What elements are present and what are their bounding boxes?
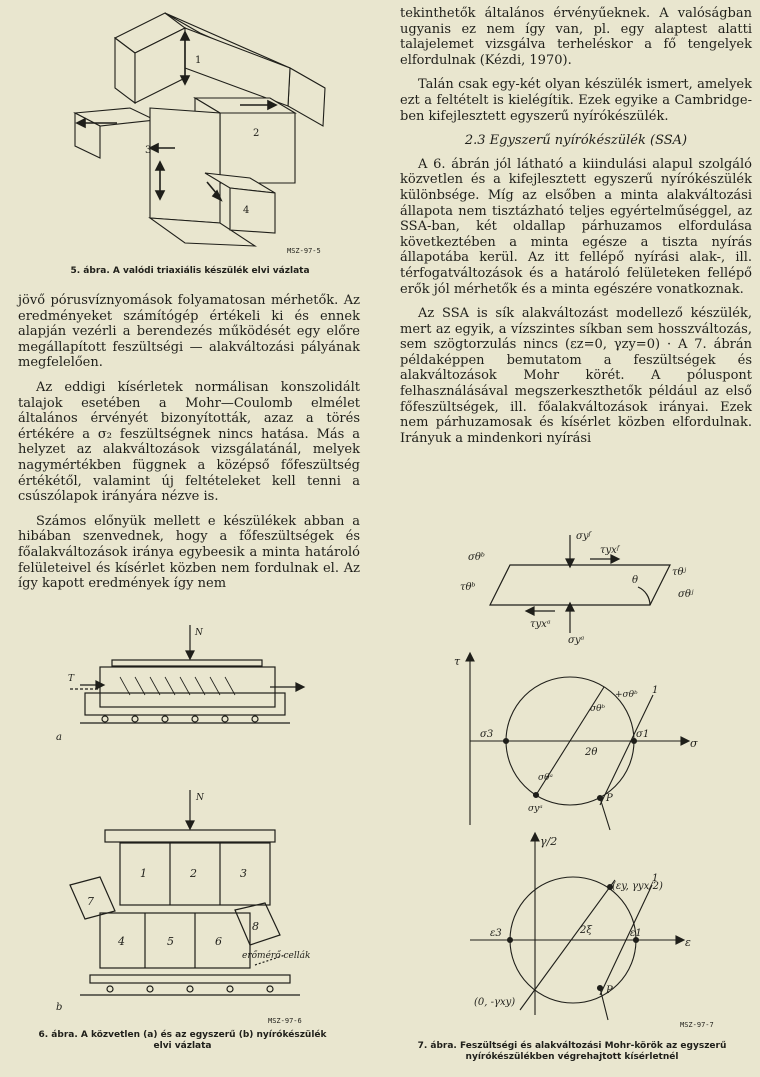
- stress-sigma1: σ1: [636, 729, 650, 740]
- stress-sigma-theta-b: σθᵇ: [590, 704, 606, 714]
- fig6-cell-4: 4: [118, 935, 125, 948]
- right-paragraph-1: tekinthetők általános érvényűeknek. A valóságban ugyanis ez nem így van, pl. egy alaptest alatti talajelemet vizsgálva terheléskor a fő tengelyek elfordulnak (Kézdi, 1970).: [400, 6, 752, 68]
- label-tau-theta-b: τθᵇ: [460, 582, 476, 593]
- label-sigma-y-f: σyᶠ: [576, 531, 591, 542]
- label-sigma-theta-j: σθʲ: [678, 589, 694, 600]
- fig6-cell-3: 3: [240, 867, 247, 880]
- fig6-load-b: N: [196, 793, 204, 803]
- stress-element: [490, 535, 670, 633]
- label-sigma-y-a: σyᵃ: [568, 635, 585, 646]
- figure-7-caption-line-2: nyírókészülékben végrehajtott kísérletnél: [465, 1052, 679, 1062]
- fig6-cell-6: 6: [215, 935, 222, 948]
- stress-line-label: 1: [652, 685, 659, 696]
- right-paragraph-3: A 6. ábrán jól látható a kiindulási alapul szolgáló közvetlen és a kifejlesztett egyszerű nyírókészülék különbsége. Míg az elsőben a minta alakváltozási állapota nem tisztázható teljes egyértelműséggel, az SSA-ban, két oldallap párhuzamos elfordulása következtében a minta egésze a tiszta nyírás állapotába kerül. Az itt fellépő nyírási alak-, ill. térfogatváltozások és a határoló felületeken fellépő erők jól mérhetők és a minta egészére vonatkoznak.: [400, 156, 752, 297]
- strain-eps3: ε3: [490, 928, 502, 939]
- fig6-cell-1: 1: [140, 867, 147, 880]
- left-column: [18, 293, 360, 601]
- stress-plus-sigma-theta-b: +σθᵇ: [615, 690, 638, 700]
- fig6-cell-8: 8: [252, 920, 259, 933]
- strain-point-bottom: (0, -γxy): [474, 997, 516, 1008]
- fig6-label-b: b: [56, 1002, 63, 1013]
- fig6-label-a: a: [56, 732, 62, 743]
- fig5-label-2: 2: [253, 128, 260, 139]
- label-tau-yx-a: τyxᵃ: [530, 619, 551, 630]
- fig6-load-cells-label: erőmérő cellák: [242, 951, 311, 961]
- stress-mohr-circle: [466, 653, 689, 830]
- stress-tau-axis: τ: [454, 655, 461, 668]
- figure-6-caption-line-2: elvi vázlata: [153, 1041, 212, 1051]
- figure-6-caption: [10, 1030, 355, 1052]
- fig7-code: MSZ-97-7: [680, 1021, 714, 1029]
- fig6-code: MSZ-97-6: [268, 1017, 302, 1025]
- figure-7-caption-line-1: 7. ábra. Feszültségi és alakváltozási Mohr-körök az egyszerű: [417, 1041, 727, 1051]
- stress-sigma-y-a: σyᵃ: [528, 804, 543, 814]
- fig6-shear-a: T: [68, 674, 75, 684]
- figure-5-caption: 5. ábra. A valódi triaxiális készülék elvi vázlata: [70, 266, 310, 276]
- figure-6-caption-line-1: 6. ábra. A közvetlen (a) és az egyszerű (b) nyírókészülék: [38, 1030, 327, 1040]
- mohr-circles-diagram: [440, 515, 730, 1035]
- stress-angle: 2θ: [585, 747, 598, 758]
- right-paragraph-4: Az SSA is sík alakváltozást modellező készülék, mert az egyik, a vízszintes síkban sem hosszváltozás, sem szögtorzulás nincs (εz=0, γzy=0) · A 7. ábrán példaképpen bemutatom a feszültségek és alakváltozások Mohr körét. A póluspont felhasználásával megszerkeszthetők például az első főfeszültségek, ill. főalakváltozások irányai. Ezek nem párhuzamosak és kísérlet közben elfordulnak. Irányuk a mindenkori nyírási: [400, 306, 752, 446]
- fig5-code: MSZ-97-5: [287, 247, 321, 255]
- stress-sigma-axis: σ: [690, 737, 698, 750]
- section-heading: 2.3 Egyszerű nyírókészülék (SSA): [464, 133, 688, 149]
- strain-mohr-circle: [470, 833, 684, 1020]
- stress-sigma3: σ3: [480, 729, 494, 740]
- triaxial-apparatus-sketch: [55, 8, 345, 260]
- fig6-cell-7: 7: [87, 895, 94, 908]
- fig5-label-1: 1: [195, 55, 202, 66]
- label-sigma-theta-b: σθᵇ: [468, 552, 485, 563]
- strain-line-label: 1: [652, 873, 659, 884]
- figure-7-caption: [388, 1041, 756, 1063]
- stress-sigma-theta-a: σθᵃ: [538, 773, 553, 783]
- figure-5: [55, 8, 345, 260]
- figure-6: [40, 615, 350, 1035]
- right-column: [400, 6, 752, 455]
- strain-eps1: ε1: [630, 928, 642, 939]
- stress-pole: P: [606, 793, 613, 804]
- right-paragraph-2: Talán csak egy-két olyan készülék ismert, amelyek ezt a feltételt is kielégítik. Ezek egyike a Cambridge-ben kifejlesztett egyszerű nyírókészülék.: [400, 77, 752, 124]
- fig6-cell-5: 5: [167, 935, 174, 948]
- left-paragraph-1: jövő pórusvíznyomások folyamatosan mérhetők. Az eredményeket számítógép értékeli ki és ennek alapján vezérli a berendezés működését egy előre megállapított feszültségi — alakváltozási pályának megfelelően.: [18, 293, 360, 371]
- fig5-label-3: 3: [145, 145, 152, 156]
- strain-point-top: (εy, γyx/2): [612, 881, 663, 892]
- strain-pole: P: [606, 985, 613, 996]
- strain-angle: 2ξ: [580, 925, 592, 936]
- figure-7: [440, 515, 730, 1035]
- fig6-cell-2: 2: [190, 867, 197, 880]
- strain-gamma-axis: γ/2: [540, 835, 558, 848]
- shear-apparatus-sketch: [40, 615, 350, 1035]
- fig6-load-a: N: [195, 628, 203, 638]
- label-tau-yx-f: τyxᶠ: [600, 545, 620, 556]
- strain-eps-axis: ε: [685, 936, 691, 949]
- label-tau-theta-j: τθʲ: [672, 567, 687, 578]
- left-paragraph-2: Az eddigi kísérletek normálisan konszolidált talajok esetében a Mohr—Coulomb elmélet általános érvényét bizonyították, azaz a törés értékére a σ₂ feszültségnek nincs hatása. Más a helyzet az alakváltozások vizsgálatánál, melyek nagymértékben függnek a középső főfeszültség értékétől, valamint új feltételeket kell tenni a csúszólapok irányára nézve is.: [18, 379, 360, 505]
- left-paragraph-3: Számos előnyük mellett e készülékek abban a hibában szenvednek, hogy a főfeszültségek és főalakváltozások iránya egybeesik a minta határoló felületeivel és kísérlet közben nem fordulnak el. Az így kapott eredmények így nem: [18, 513, 360, 592]
- fig5-label-4: 4: [243, 205, 250, 216]
- label-theta: θ: [632, 575, 639, 586]
